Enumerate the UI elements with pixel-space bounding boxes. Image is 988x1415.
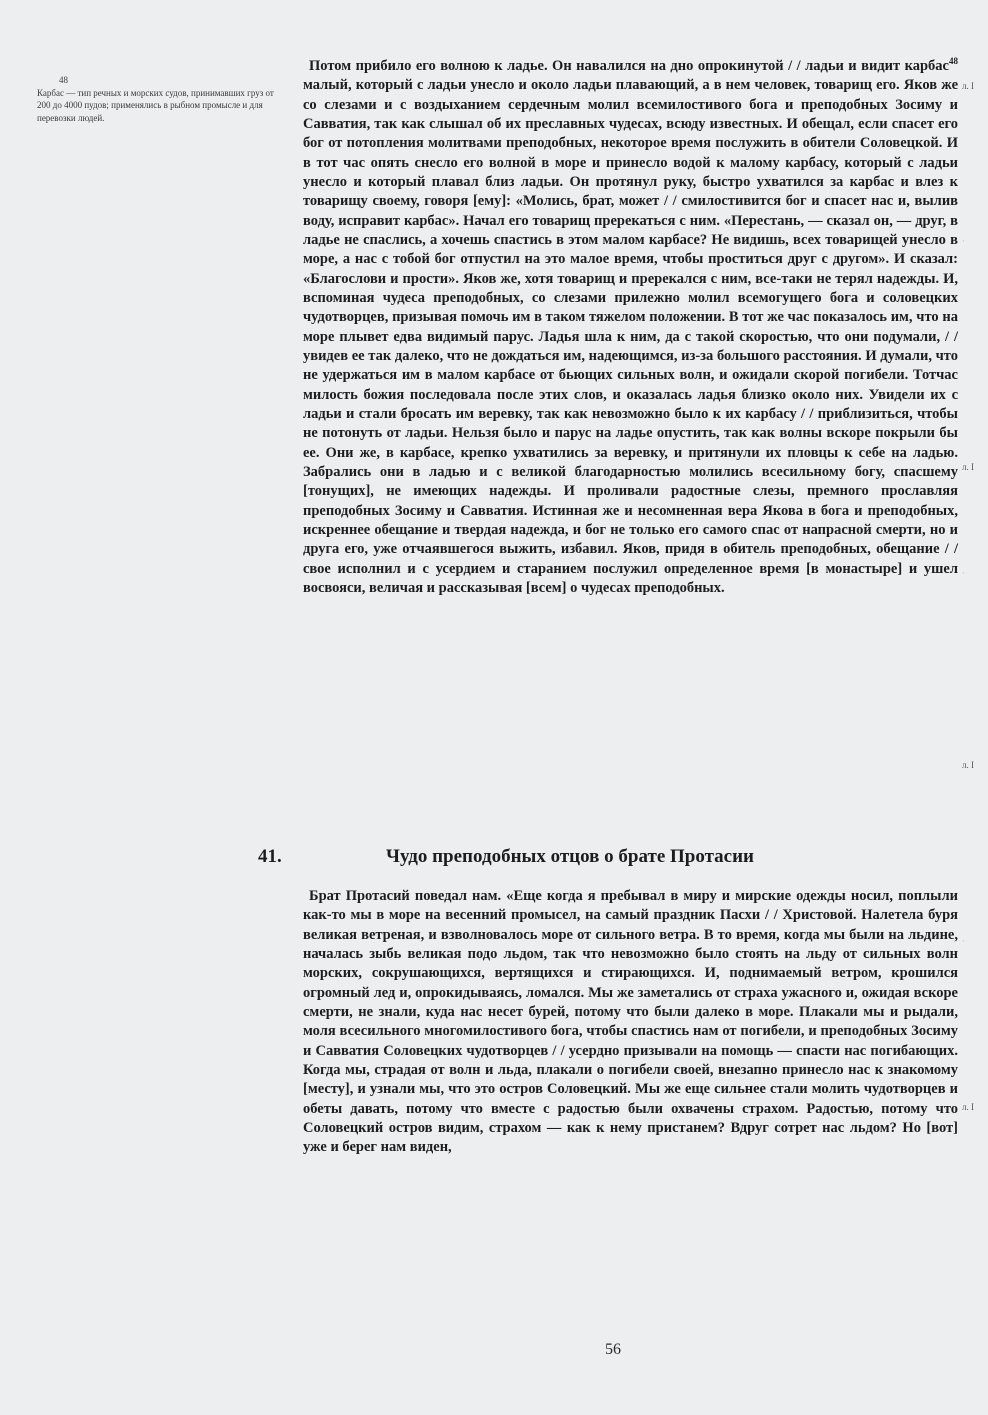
paragraph-text-part2: малый, который с ладьи унесло и около ладьи плавающий, а в нем человек, товарищ его. Яков же со слезами и с воздыханием сердечным молил всемилостивого бога и преподобных Зосиму и Савватия, так как слышал об их преславных чудесах, всюду известных. И обещал, если спасет его бог от потопления молитвами преподобных, некоторое время послужить в обители Соловецкой. И в тот час опять снесло его волной в море и принесло водой к малому карбасу, который с ладьи унесло и который плавал близ ладьи. Он протянул руку, быстро ухватился за карбас и влез к товарищу своему, говоря [ему]: «Молись, брат, может / / смилостивится бог и спасет нас и, вылив воду, исправит карбас». Начал его товарищ пререкаться с ним. «Перестань, — сказал он, — друг, в ладье не спаслись, а хочешь спастись в этом малом карбасе? Не видишь, всех товарищей унесло в море, а нас с тобой бог отпустил на это малое время, чтобы проститься друг с другом». И сказал: «Благослови и прости». Яков же, хотя товарищ и пререкался с ним, все-таки не терял надежды. И, вспоминая чудеса преподобных, со слезами прилежно молил всемогущего бога и соловецких чудотворцев, призывая помочь им в таком тяжелом положении. В тот же час показалось им, что на море плывет едва видимый парус. Ладья шла к ним, да с такой скоростью, что они подумали, / / увидев ее так далеко, что не дождаться им, надеющимся, из-за большого расстояния. И думали, что не удержаться им в малом карбасе от бьющих сильных волн, и ожидали скорой погибели. Тотчас милость божия последовала после этих слов, и оказалась ладья близко около них. Увидели их с ладьи и стали бросать им веревку, так как невозможно было к их карбасу / / приблизиться, чтобы не потонуть от ладьи. Нельзя было и парус на ладье опустить, так как волны вскоре покрыли бы ее. Они же, в карбасе, крепко ухватились за веревку, и притянули их пловцы к себе на ладью. Забрались они в ладью и с великой благодарностью молились всесильному богу, спасшему [тонущих], не имеющих надежды. И проливали радостные слезы, премного прославляя преподобных Зосиму и Савватия. Истинная же и несомненная вера Якова в бога и преподобных, искреннее обещание и твердая надежда, и бог не только его самого спас от напрасной смерти, но и друга его, уже отчаявшегося выжить, избавил. Яков, придя в обитель преподобных, обещание / / свое исполнил и с усердием и старанием послужил определенное время [в монастыре] и ушел восвояси, величая и рассказывая [всем] о чудесах преподобных. <box>303 77 958 596</box>
chapter-heading <box>258 846 958 872</box>
footnote-reference: 48 <box>949 56 958 67</box>
margin-note: л. I <box>962 760 974 770</box>
chapter-title: Чудо преподобных отцов о брате Протасии <box>386 846 754 867</box>
margin-note: л. I <box>962 462 974 472</box>
margin-note: л. I <box>962 81 974 91</box>
margin-mark: · <box>962 568 965 578</box>
footnote-number: 48 <box>59 75 68 85</box>
chapter-text-block <box>303 887 958 1158</box>
paragraph-protasiy: Брат Протасий поведал нам. «Еще когда я пребывал в миру и мирские одежды носил, поплыли как-то мы в море на весенний промысел, на самый праздник Пасхи / / Христовой. Налетела буря великая ветреная, и взволновалось море от сильного ветра. В то время, когда мы были на льдине, началась зыбь великая подо льдом, так что невозможно было стоять на льду от сильных волн морских, сокрушающихся, вертящихся и стирающихся. И, поднимаемый ветром, крошился огромный лед и, опрокидываясь, ломался. Мы же заметались от страха ужасного и, ожидая вскоре смерти, не знали, куда нас несет бурей, потому что были далеко в море. Плакали мы и рыдали, моля всесильного многомилостивого бога, чтобы спастись нам от погибели, и преподобных Зосиму и Савватия Соловецких чудотворцев / / усердно призывали на помощь — спасти нас погибающих. Когда мы, страдая от волн и льда, плакали о погибели своей, внезапно принесло нас к знакомому [месту], и узнали мы, что это остров Соловецкий. Мы же еще сильнее стали молить чудотворцев и обеты давать, потому что вместе с радостью были охвачены страхом. Радостью, потому что Соловецкий остров видим, страхом — как к нему пристанем? Вдруг сотрет нас льдом? Но [вот] уже и берег нам виден, <box>303 888 958 1156</box>
footnote <box>37 74 287 124</box>
footnote-text: Карбас — тип речных и морских судов, принимавших груз от 200 до 4000 пудов; применялись в рыбном промысле и для перевозки людей. <box>37 87 274 123</box>
margin-mark: · <box>962 236 965 246</box>
page-number: 56 <box>605 1341 621 1358</box>
paragraph-text-part1: Потом прибило его волною к ладье. Он навалился на дно опрокинутой / / ладьи и видит карбас <box>309 58 949 74</box>
chapter-number: 41. <box>258 846 282 867</box>
main-text-block <box>303 57 958 598</box>
margin-note: л. I <box>962 1102 974 1112</box>
margin-mark: · <box>962 936 965 946</box>
paragraph-yakov <box>303 57 958 598</box>
